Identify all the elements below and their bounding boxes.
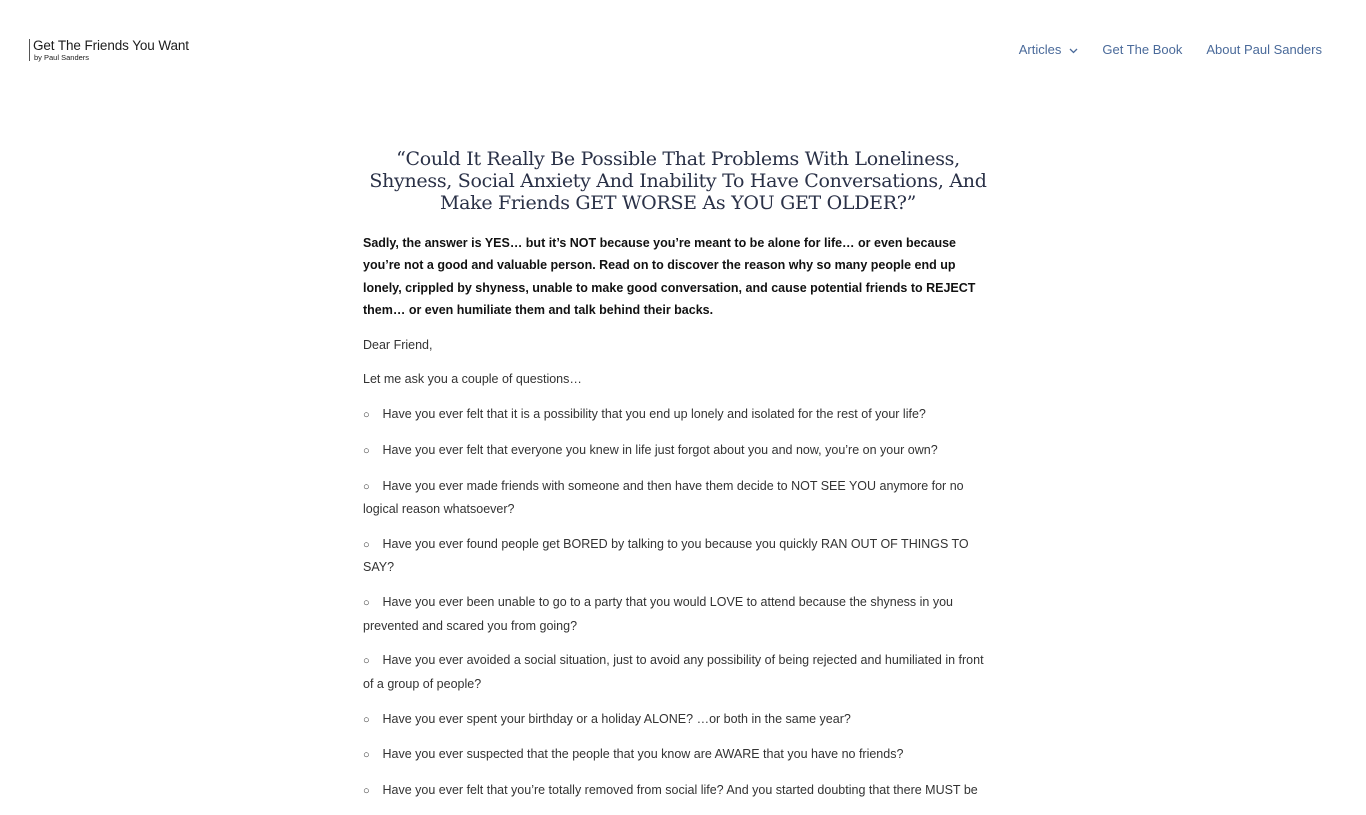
greeting: Dear Friend, <box>363 337 433 352</box>
question-item <box>363 779 993 802</box>
chevron-down-icon[interactable] <box>1069 42 1078 57</box>
nav-item-articles[interactable] <box>1019 42 1079 57</box>
circle-bullet-icon: ○ <box>363 713 370 726</box>
question-text: Have you ever suspected that the people that you know are AWARE that you have no friends? <box>382 747 904 762</box>
question-item <box>363 649 993 695</box>
question-item <box>363 475 993 521</box>
main-content <box>363 148 993 815</box>
circle-bullet-icon: ○ <box>363 445 370 458</box>
question-text: Have you ever felt that it is a possibility that you end up lonely and isolated for the rest of your life? <box>382 407 926 422</box>
circle-bullet-icon: ○ <box>363 749 370 762</box>
lead-paragraph: Sadly, the answer is YES… but it’s NOT because you’re meant to be alone for life… or even because you’re not a good and valuable person. Read on to discover the reason why so many people end up lonely, crippled by shyness, unable to make good conversation, and cause potential friends to REJECT them… or even humiliate them and talk behind their backs. <box>363 236 976 318</box>
question-text: Have you ever spent your birthday or a holiday ALONE? …or both in the same year? <box>382 711 851 726</box>
question-text: Have you ever made friends with someone and then have them decide to NOT SEE YOU anymore for no logical reason whatsoever? <box>363 478 964 517</box>
intro-text: Let me ask you a couple of questions… <box>363 372 582 387</box>
nav-item-label: Get The Book <box>1102 42 1183 57</box>
site-logo[interactable] <box>29 39 189 61</box>
question-item <box>363 708 993 731</box>
question-text: Have you ever avoided a social situation, just to avoid any possibility of being rejected and humiliated in front of a group of people? <box>363 653 984 691</box>
main-nav <box>995 42 1322 57</box>
question-text: Have you ever been unable to go to a party that you would LOVE to attend because the shyness in you prevented and scared you from going? <box>363 595 954 633</box>
question-text: Have you ever felt that everyone you knew in life just forgot about you and now, you’re on your own? <box>382 443 938 458</box>
page-headline: “Could It Really Be Possible That Problems With Loneliness, Shyness, Social Anxiety And Inability To Have Conversations, And Make Friends GET WORSE As YOU GET OLDER?” <box>369 148 987 214</box>
question-item <box>363 743 993 766</box>
circle-bullet-icon: ○ <box>363 655 370 668</box>
site-header <box>0 0 1366 100</box>
logo-subtitle: by Paul Sanders <box>34 52 90 62</box>
question-item <box>363 403 993 426</box>
question-list <box>363 403 993 802</box>
logo-title: Get The Friends You Want <box>33 38 189 53</box>
nav-item-get-the-book[interactable] <box>1102 42 1182 57</box>
nav-item-label: Articles <box>1018 42 1062 57</box>
circle-bullet-icon: ○ <box>363 409 370 422</box>
question-item <box>363 591 993 637</box>
circle-bullet-icon: ○ <box>363 785 370 798</box>
nav-item-label: About Paul Sanders <box>1206 42 1322 57</box>
question-item <box>363 533 993 579</box>
circle-bullet-icon: ○ <box>363 597 370 610</box>
question-item <box>363 439 993 462</box>
question-text: Have you ever felt that you’re totally removed from social life? And you started doubting that there MUST be <box>382 783 978 798</box>
nav-item-about-paul-sanders[interactable] <box>1206 42 1322 57</box>
question-text: Have you ever found people get BORED by talking to you because you quickly RAN OUT OF THINGS TO SAY? <box>363 537 969 575</box>
circle-bullet-icon: ○ <box>363 539 370 552</box>
circle-bullet-icon: ○ <box>363 480 370 493</box>
